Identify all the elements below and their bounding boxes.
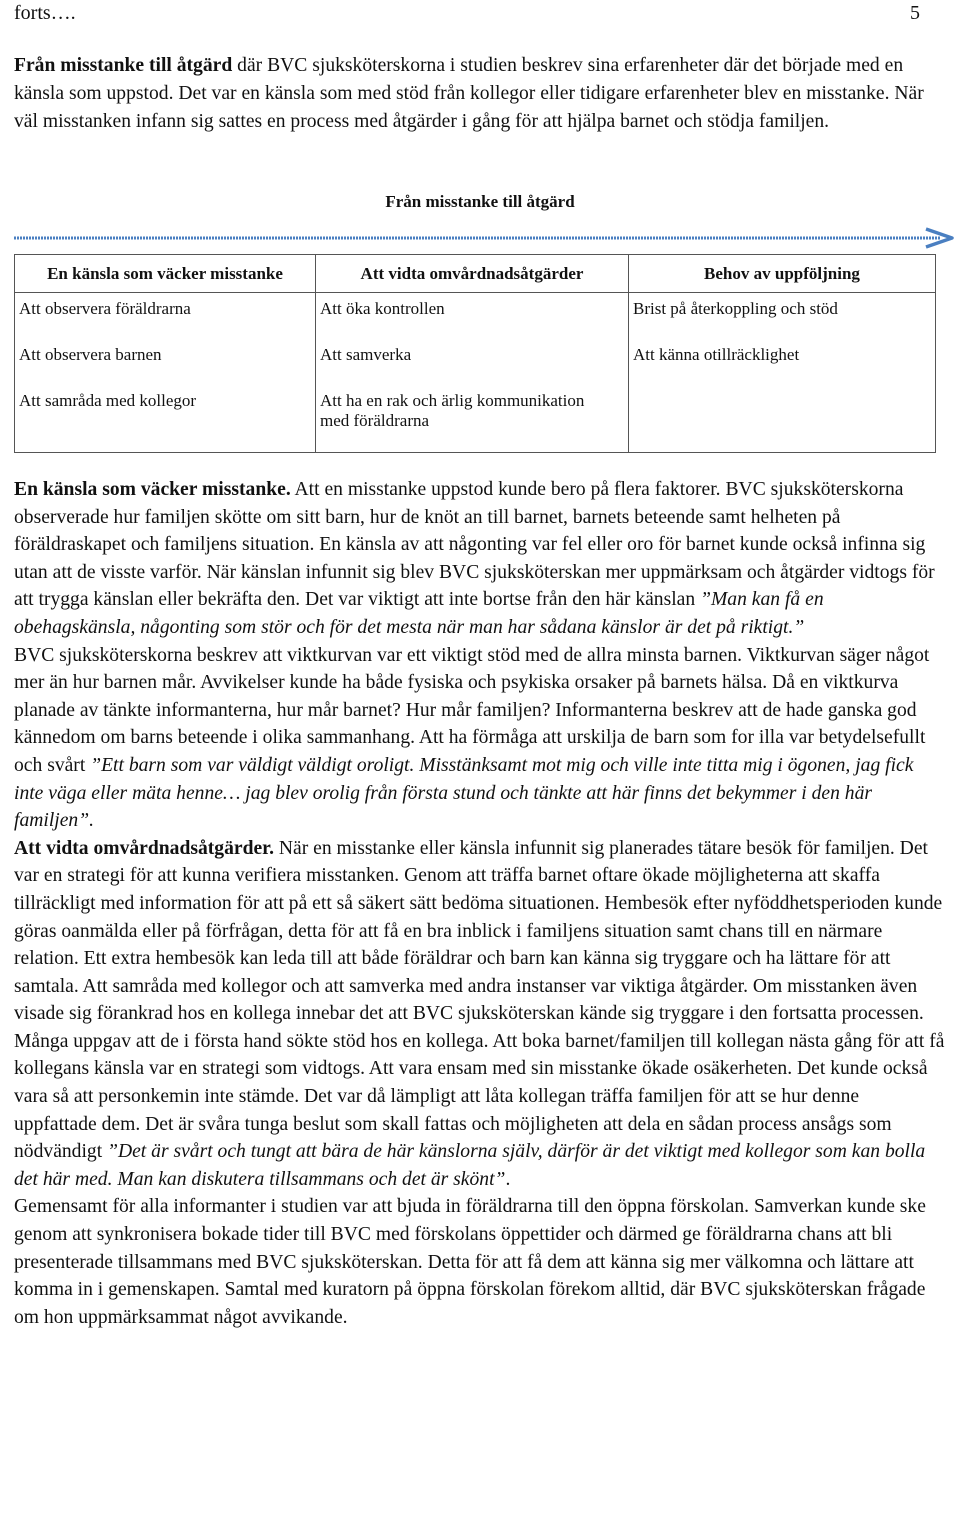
list-item: Att samverka: [320, 345, 412, 364]
paragraph-text: När en misstanke eller känsla infunnit sig planerades tätare besök för familjen. Det var en strategi för att kunna verifiera misstanken. Genom att träffa barnet oftare ökade möjligheterna att skaffa tillräckligt med information för att på ett så säkert sätt bedöma situationen. Hembesök efter nyföddhetsperioden kunde göras oanmälda eller på förfrågan, detta för att få en bra inblick i familjens situation samt chans till en närmare relation. Ett extra hembesök kan leda till att både föräldrar och barn kan känna sig tryggare och ha lättare för att samtala. Att samråda med kollegor och att samverka med andra instanser var viktiga åtgärder. Om misstanken även visade sig förankrad hos en kollega innebar det att BVC sjuksköterskan kände sig tryggare i den fortsatta processen. Många uppgav att de i första hand sökte stöd hos en kollega. Att boka barnet/familjen till kollegan nästa gång för att få kollegans känsla var en strategi som vidtogs. Att vara ensam med sin misstanke ökade osäkerheten. Det kunde också vara så att personkemin inte stämde. Det var då lämpligt att låta kollegan träffa familjen för att se hur denne uppfattade dem. Det är svåra tunga beslut som skall fattas och möjligheten att dela en sådan process ansågs som nödvändigt: [14, 837, 945, 1163]
intro-paragraph: [14, 52, 944, 136]
paragraph-text: Att en misstanke uppstod kunde bero på flera faktorer. BVC sjuksköterskorna observerade hur familjen skötte om sitt barn, hur de knöt an till barnet, barnets beteende samt helheten på föräldraskapet och familjens situation. En känsla av att någonting var fel eller oro för barnet kunde också infinna sig utan att de visste varför. När känslan infunnit sig blev BVC sjuksköterskan mer uppmärksam och åtgärder vidtogs för att trygga känslan eller bekräfta den. Det var viktigt att inte bortse från den här känslan: [14, 479, 935, 611]
running-header: forts….: [14, 2, 76, 24]
quote: ”Man kan få en obehagskänsla, någonting som stör och för det mesta när man har sådana känslor är det på riktigt.”: [14, 589, 824, 638]
column-header-uppfoljning: Behov av uppföljning: [629, 255, 936, 293]
page-number: 5: [910, 2, 920, 24]
paragraph-text: Gemensamt för alla informanter i studien var att bjuda in föräldrarna till den öppna förskolan. Samverkan kunde ske genom att synkronisera bokade tider till BVC med förskolans öppettider och därmed ge föräldrarna chans att bli presenterade tillsammans med BVC sjuksköterskan. Detta för att få dem att känna sig mer välkomna och lättare att komma in i gemenskapen. Samtal med kuratorn på öppna förskolan förekom alltid, där BVC sjuksköterskan frågade om hon uppmärksammat något avvikande.: [14, 1196, 926, 1328]
paragraph-omvardnad: [14, 835, 946, 1194]
intro-text: där BVC sjuksköterskorna i studien beskrev sina erfarenheter där det började med en känsla som uppstod. Det var en känsla som med stöd från kollegor eller tidigare erfarenheter blev en misstanke. När väl misstanken infann sig sattes en process med åtgärder i gång för att hjälpa barnet och stödja familjen.: [14, 55, 924, 132]
diagram-title: Från misstanke till åtgärd: [385, 192, 575, 211]
process-arrow-icon: [14, 226, 956, 250]
intro-bold-lead: Från misstanke till åtgärd: [14, 55, 233, 76]
paragraph-kansla: [14, 476, 946, 642]
column-cell-omvardnad: [316, 293, 629, 453]
list-item: Att ha en rak och ärlig kommunikation med föräldrarna: [320, 391, 585, 430]
column-cell-misstanke: [15, 293, 316, 453]
paragraph-viktkurva: [14, 642, 946, 835]
list-item: Brist på återkoppling och stöd: [633, 299, 838, 318]
section-heading-kansla: En känsla som väcker misstanke.: [14, 479, 291, 500]
quote-end: .: [505, 1168, 511, 1190]
list-item: Att observera barnen: [19, 345, 162, 364]
process-table: [14, 254, 936, 453]
list-item: Att öka kontrollen: [320, 299, 445, 318]
list-item: Att samråda med kollegor: [19, 391, 197, 410]
quote: ”Ett barn som var väldigt väldigt oroligt. Misstänksamt mot mig och ville inte titta mig i ögonen, jag fick inte väga eller mäta henne… jag blev orolig från första stund och tänkte att här finns det bekymmer i den här familjen”.: [14, 754, 914, 832]
quote: ”Det är svårt och tungt att bära de här känslorna själv, därför är det viktigt med kollegor som kan bolla det här med. Man kan diskutera tillsammans och det är skönt”: [14, 1141, 926, 1190]
list-item: Att känna otillräcklighet: [633, 345, 800, 364]
section-heading-omvardnad: Att vidta omvårdnadsåtgärder.: [14, 837, 274, 859]
body-text: [14, 476, 946, 1331]
list-item: Att observera föräldrarna: [19, 299, 191, 318]
paragraph-gemensamt: [14, 1193, 946, 1331]
column-header-misstanke: En känsla som väcker misstanke: [15, 255, 316, 293]
paragraph-text: BVC sjuksköterskorna beskrev att viktkurvan var ett viktigt stöd med de allra minsta barnen. Viktkurvan säger något mer än hur barnen mår. Avvikelser kunde ha både fysiska och psykiska orsaker på barnets hälsa. Då en viktkurva planade av tänkte informanterna, hur mår barnet? Hur mår familjen? Informanterna beskrev att de hade ganska god kännedom om barns beteende i olika sammanhang. Att ha förmåga att urskilja de barn som for illa var betydelsefullt och svårt: [14, 644, 930, 776]
column-header-omvardnad: Att vidta omvårdnadsåtgärder: [316, 255, 629, 293]
column-cell-uppfoljning: [629, 293, 936, 453]
